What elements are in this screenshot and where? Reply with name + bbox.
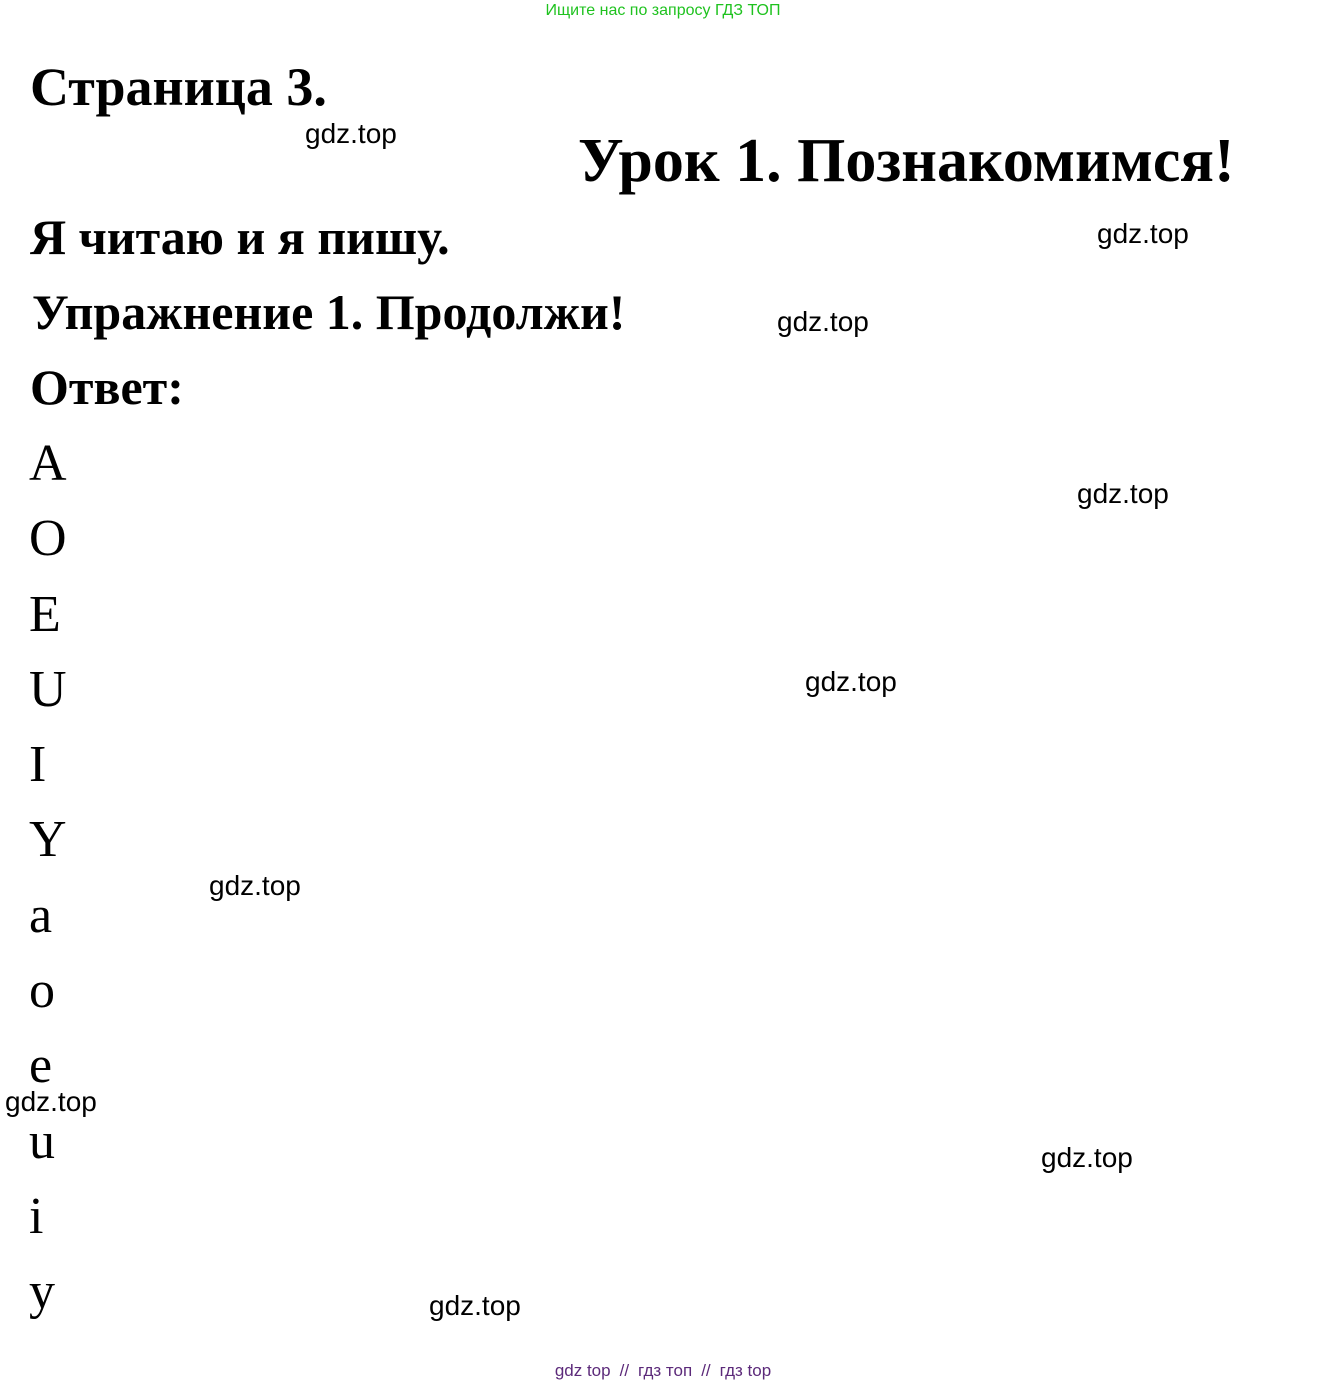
watermark: gdz.top [805, 666, 897, 697]
watermark: gdz.top [5, 1086, 97, 1117]
footer-separator: // [619, 1361, 630, 1380]
footer-link[interactable]: гдз топ [638, 1361, 693, 1380]
footer-link[interactable]: gdz top [554, 1361, 611, 1380]
letter-item: I [29, 736, 47, 794]
letter-item: A [29, 435, 67, 492]
letter-item: O [29, 510, 67, 568]
top-banner: Ищите нас по запросу ГДЗ ТОП [545, 2, 781, 19]
watermark: gdz.top [1077, 478, 1169, 509]
watermark: gdz.top [1041, 1142, 1133, 1173]
letter-item: Y [29, 811, 67, 869]
letter-list [29, 434, 67, 1338]
watermark: gdz.top [209, 870, 301, 901]
section-subheading: Я читаю и я пишу. [30, 209, 450, 265]
letter-item: U [29, 660, 67, 718]
page-heading: Страница 3. [30, 57, 327, 117]
letter-item: i [29, 1187, 44, 1245]
footer-separator: // [701, 1361, 711, 1380]
footer-links [0, 1361, 1326, 1381]
watermark: gdz.top [777, 306, 869, 337]
exercise-title: Упражнение 1. Продолжи! [32, 284, 626, 340]
letter-item: y [29, 1263, 55, 1321]
letter-item: o [29, 962, 55, 1020]
letter-item: E [29, 585, 61, 643]
answer-label: Ответ: [30, 359, 184, 415]
watermark: gdz.top [429, 1290, 521, 1321]
watermark: gdz.top [1097, 218, 1189, 249]
letter-item: u [29, 1112, 55, 1170]
watermark: gdz.top [305, 118, 397, 149]
letter-item: e [29, 1037, 53, 1095]
letter-item: a [29, 886, 53, 944]
footer-link[interactable]: гдз top [719, 1361, 772, 1380]
lesson-title: Урок 1. Познакомимся! [578, 127, 1235, 195]
